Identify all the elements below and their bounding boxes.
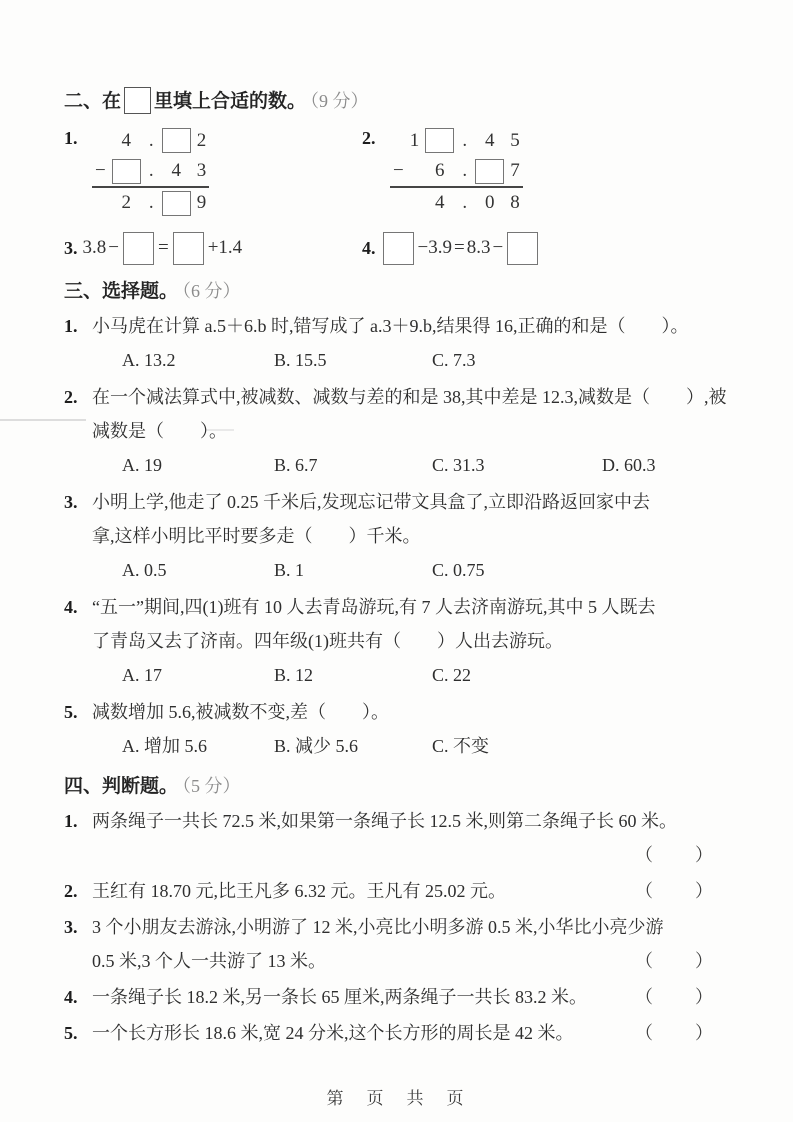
digit-cell: 9 [196,192,207,213]
vertical-problem-1 [64,125,362,218]
choice-question-5 [64,695,733,763]
question-text: 一个长方形长 18.6 米,宽 24 分米,这个长方形的周长是 42 米。 [92,1023,574,1043]
choice-question-3 [64,485,733,587]
question-text: 0.5 米,3 个人一共游了 13 米。 [92,951,326,971]
question-number: 2. [64,881,78,901]
option-b: B. 12 [274,665,314,685]
digit-cell: 7 [507,156,523,187]
answer-parentheses: （ ） [635,987,715,1007]
inline-answer-box [124,87,151,114]
question-text: 在一个减法算式中,被减数、减数与差的和是 38,其中差是 12.3,减数是（ ）,被 [92,387,727,407]
section4-title-text: 四、判断题。 [64,776,179,797]
question-number: 1. [64,811,78,831]
problem-number: 2. [362,128,376,148]
digit-cell [390,187,407,218]
digit-cell: 5 [510,129,520,151]
option-c: C. 7.3 [432,350,476,370]
judge-question-5 [64,1016,733,1050]
digit-cell [92,125,109,156]
options-row [92,553,733,587]
section3-title [64,274,733,309]
digit-cell [159,187,194,218]
digit-cell [92,187,109,218]
option-c: C. 0.75 [432,560,485,580]
problem-number: 1. [64,128,78,148]
equation-tokens [82,232,244,265]
question-text: 王红有 18.70 元,比王凡多 6.32 元。王凡有 25.02 元。 [92,881,506,901]
answer-parentheses: （ ） [635,1023,715,1043]
judge-question-1 [64,804,733,872]
problem-number: 3. [64,237,78,258]
answer-parentheses: （ ） [635,951,715,971]
digit-cell: 2 [121,192,131,213]
option-a: A. 17 [122,665,162,685]
options-row [92,729,733,763]
equation-token: = [453,237,465,258]
option-d: D. 60.3 [602,455,656,475]
vertical-problems-row [64,125,733,218]
minus-sign-cell: − [390,156,407,187]
section2-title-prefix: 二、在 [64,91,122,112]
options-row [92,343,733,377]
page-footer: 第 页 共 页 [326,1089,467,1108]
digit-cell: 1 [409,129,420,151]
equation-token: 3.8 [82,237,107,258]
digit-cell: 3 [194,156,210,187]
digit-cell: . [462,129,468,151]
option-c: C. 不变 [432,736,490,756]
question-number: 1. [64,316,78,336]
digit-cell [109,156,144,187]
digit-cell: . [462,192,468,213]
choice-question-2 [64,380,733,482]
digit-cell [407,187,423,218]
answer-box [475,159,504,184]
judge-question-2 [64,874,733,908]
equation-token: +1.4 [207,237,243,258]
options-row [92,448,733,482]
question-text: 了青岛又去了济南。四年级(1)班共有（ ）人出去游玩。 [92,631,563,651]
option-a: A. 增加 5.6 [122,736,207,756]
section3-points: （6 分） [182,281,241,301]
options-row [92,658,733,692]
option-b: B. 6.7 [274,455,318,475]
vertical-subtraction-grid [92,125,209,218]
problem-number: 4. [362,237,376,258]
question-text: 拿,这样小明比平时要多走（ ）千米。 [92,526,421,546]
digit-cell [422,125,457,156]
fill-equations-row [64,228,733,268]
answer-parentheses: （ ） [635,845,715,865]
vertical-problem-2 [362,125,523,218]
question-text: “五一”期间,四(1)班有 10 人去青岛游玩,有 7 人去济南游玩,其中 5 人既去 [92,597,656,617]
choice-question-1 [64,309,733,377]
answer-box [507,232,538,265]
digit-cell: 4 [484,129,495,151]
option-b: B. 减少 5.6 [274,736,359,756]
question-number: 4. [64,597,78,617]
answer-parentheses: （ ） [635,881,715,901]
vertical-subtraction-grid [390,125,523,218]
digit-cell: 0 [484,192,495,213]
digit-cell: 2 [196,129,207,151]
section4-title [64,769,733,804]
answer-box [383,232,414,265]
question-text: 3 个小朋友去游泳,小明游了 12 米,小亮比小明多游 0.5 米,小华比小亮少游 [92,917,664,937]
fill-equation-4 [362,232,541,265]
question-number: 5. [64,702,78,722]
choice-question-4 [64,590,733,692]
judge-question-3 [64,910,733,978]
question-text: 减数是（ ）。 [92,421,227,441]
answer-box [112,159,141,184]
equation-tokens [380,232,542,265]
digit-cell: 6 [422,156,457,187]
answer-box [425,128,454,153]
equation-token: 8.3 [466,237,491,258]
section2-title [64,86,733,117]
equation-token: − [108,237,119,258]
question-number: 3. [64,492,78,512]
digit-cell: 4 [121,129,131,151]
equation-token: = [157,237,169,258]
digit-cell: . [144,156,159,187]
digit-cell: . [148,129,154,151]
section2-points: （9 分） [310,91,369,111]
question-number: 3. [64,917,78,937]
section4-points: （5 分） [182,776,241,796]
digit-cell [407,156,423,187]
answer-box [162,128,191,153]
minus-sign-cell: − [92,156,109,187]
answer-box [123,232,154,265]
digit-cell [390,125,407,156]
fill-equation-3 [64,232,362,265]
answer-box [162,191,191,216]
question-text: 两条绳子一共长 72.5 米,如果第一条绳子长 12.5 米,则第二条绳子长 60 米。 [92,811,677,831]
option-a: A. 0.5 [122,560,167,580]
question-text: 一条绳子长 18.2 米,另一条长 65 厘米,两条绳子一共长 83.2 米。 [92,987,587,1007]
option-a: A. 19 [122,455,162,475]
digit-cell: . [148,192,154,213]
option-c: C. 31.3 [432,455,485,475]
option-c: C. 22 [432,665,472,685]
question-number: 4. [64,987,78,1007]
question-number: 2. [64,387,78,407]
digit-cell: 4 [159,156,194,187]
question-text: 小马虎在计算 a.5＋6.b 时,错写成了 a.3＋9.b,结果得 16,正确的和是（ ）。 [92,316,689,336]
question-number: 5. [64,1023,78,1043]
option-a: A. 13.2 [122,350,176,370]
digit-cell [472,156,507,187]
section2-title-suffix: 里填上合适的数。 [154,91,307,112]
answer-box [173,232,204,265]
equation-token: − [492,237,504,258]
digit-cell: 8 [510,192,520,213]
option-b: B. 1 [274,560,305,580]
section3-title-text: 三、选择题。 [64,281,179,302]
question-text: 小明上学,他走了 0.25 千米后,发现忘记带文具盒了,立即沿路返回家中去 [92,492,650,512]
question-text: 减数增加 5.6,被减数不变,差（ ）。 [92,702,389,722]
judge-question-4 [64,980,733,1014]
digit-cell: 4 [434,192,445,213]
option-b: B. 15.5 [274,350,327,370]
digit-cell [159,125,194,156]
equation-token: −3.9 [417,237,452,258]
digit-cell: . [457,156,472,187]
